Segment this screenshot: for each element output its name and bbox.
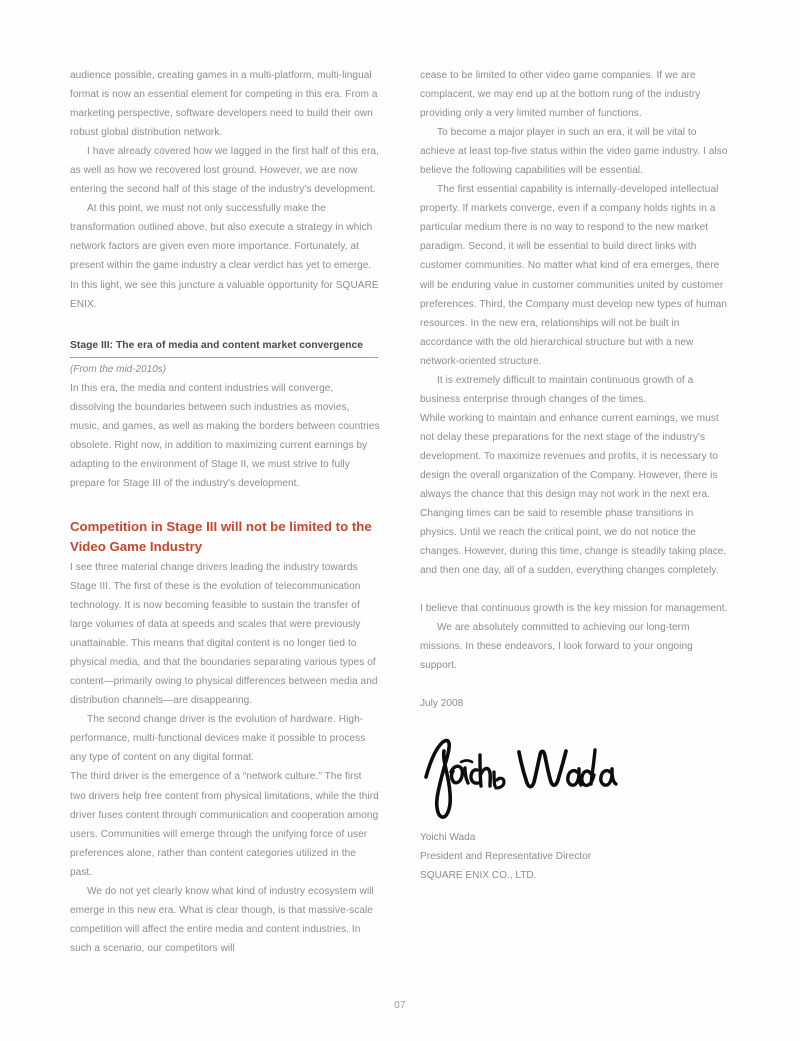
left-column (70, 66, 380, 958)
right-column (420, 66, 730, 958)
paragraph-continuous-growth-difficult: It is extremely difficult to maintain continuous growth of a business enterprise through changes of the times. (420, 374, 694, 405)
stage-three-subheading: (From the mid-2010s) (70, 363, 167, 375)
signer-title: President and Representative Director (420, 850, 592, 862)
paragraph-lagged-first-half: I have already covered how we lagged in the first half of this era, as well as how we recovered lost ground. However, we are now entering the second half of this stage of the industry's development. (70, 146, 379, 196)
paragraph-spacer (420, 580, 730, 599)
signer-company: SQUARE ENIX CO., LTD. (420, 869, 537, 881)
paragraph-cease-to-be-limited: cease to be limited to other video game companies. If we are complacent, we may end up at the bottom rung of the industry providing only a very limited number of functions. (420, 70, 701, 120)
paragraph-key-mission-management: I believe that continuous growth is the key mission for management. (420, 603, 728, 615)
letter-date: July 2008 (420, 698, 464, 710)
paragraph-committed-long-term: We are absolutely committed to achieving our long-term missions. In these endeavors, I look forward to your ongoing support. (420, 622, 693, 672)
page-number: 07 (394, 1000, 406, 1011)
signature-image (420, 736, 620, 822)
paragraph-while-working-maintain: While working to maintain and enhance current earnings, we must not delay these preparations for the next stage of the industry's development. To maximize revenues and profits, it is necessary to design the overall organization of the Company. However, there is always the chance that this design may not work in the next era. Changing times can be said to resemble phase transitions in physics. Until we reach the critical point, we do not notice the changes. However, during this time, change is steadily taking place, and then one day, all of a sudden, everything changes completely. (420, 412, 727, 577)
paragraph-media-convergence: In this era, the media and content industries will converge, dissolving the boundaries between such industries as movies, music, and games, as well as making the borders between countries obsolete. Right now, in addition to maximizing current earnings by adapting to the environment of Stage II, we must strive to fully prepare for Stage III of the industry's development. (70, 382, 380, 489)
paragraph-three-change-drivers: I see three material change drivers leading the industry towards Stage III. The first of these is the evolution of telecommunication technology. It is now becoming feasible to sustain the transfer of large volumes of data at speeds and scales that were previously unattainable. This means that digital content is no longer tied to physical media, and that the boundaries separating various types of content—primarily owing to physical differences between media and distribution channels—are disappearing. (70, 561, 378, 707)
paragraph-second-change-driver: The second change driver is the evolution of hardware. High-performance, multi-functional devices make it possible to process any type of content on any digital format. (70, 714, 366, 764)
date-spacer (420, 675, 730, 694)
signer-block (420, 828, 730, 885)
competition-stage-three-heading: Competition in Stage III will not be limited to the Video Game Industry (70, 518, 372, 555)
paragraph-transformation-strategy: At this point, we must not only successfully make the transformation outlined above, but also execute a strategy in which network factors are given even more importance. Fortunately, at present within the game industry a clear verdict has yet to emerge. In this light, we see this juncture a valuable opportunity for SQUARE ENIX. (70, 203, 379, 310)
paragraph-third-driver-network-culture: The third driver is the emergence of a “network culture.” The first two drivers help free content from physical limitations, while the third driver fuses content through communication and cooperation among users. Communities will emerge through the unifying force of user preferences alone, rather than content categories utilized in the past. (70, 771, 379, 878)
handwritten-signature-glyph (420, 736, 620, 822)
section-spacer (70, 314, 380, 338)
paragraph-become-major-player: To become a major player in such an era, it will be vital to achieve at least top-five status within the video game industry. I also believe the following capabilities will be essential. (420, 127, 728, 177)
paragraph-first-essential-capability: The first essential capability is internally-developed intellectual property. If markets converge, even if a company holds rights in a particular medium there is no way to respond to the new market paradigm. Second, it will be essential to build direct links with customer communities. No matter what kind of era emerges, there will be enduring value in customer communities united by customer preferences. Third, the Company must develop new types of human resources. In the new era, relationships will not be built in accordance with the old hierarchical structure but with a new network-oriented structure. (420, 184, 727, 367)
paragraph-audience-possible: audience possible, creating games in a multi-platform, multi-lingual format is now an essential element for competing in this era. From a marketing perspective, software developers need to build their own robust global distribution network. (70, 70, 378, 139)
paragraph-industry-ecosystem: We do not yet clearly know what kind of industry ecosystem will emerge in this new era. What is clear though, is that massive-scale competition will affect the entire media and content industries. In such a scenario, our competitors will (70, 885, 374, 954)
stage-three-heading: Stage III: The era of media and content market convergence (70, 338, 378, 358)
section-spacer (70, 493, 380, 517)
two-column-layout (70, 66, 730, 958)
signer-name: Yoichi Wada (420, 831, 476, 843)
